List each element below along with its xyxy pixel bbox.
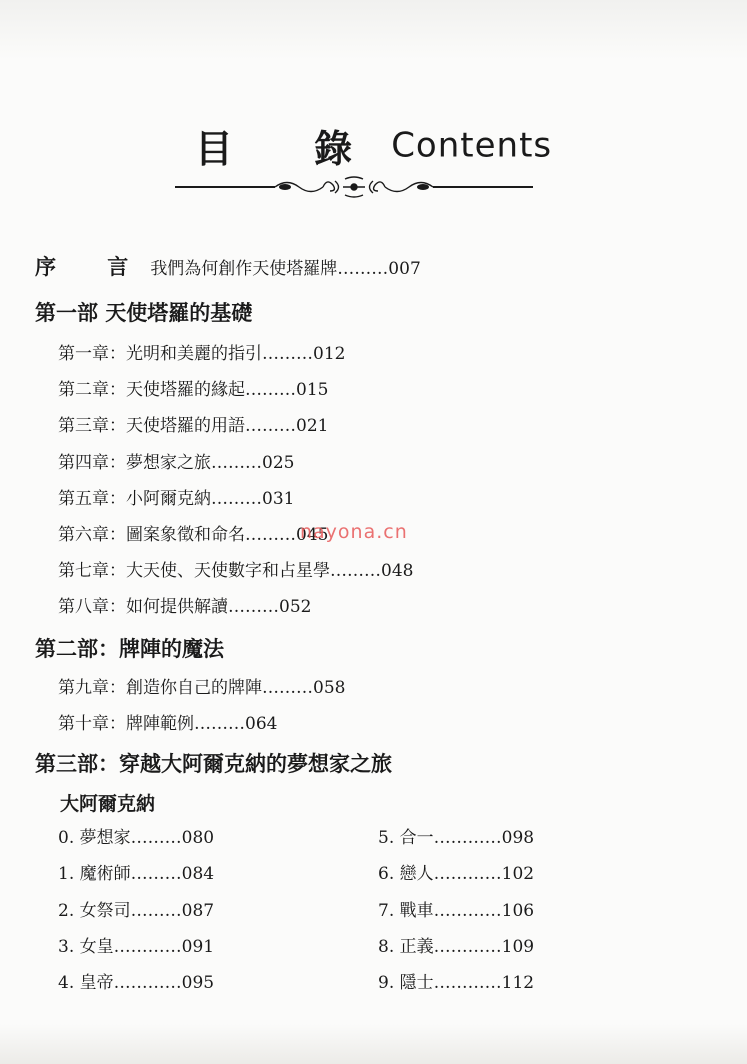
arcana-entry: 3. 女皇…………091: [58, 937, 215, 957]
arcana-entry: 1. 魔術師………084: [58, 864, 215, 884]
chapter-entry: 第九章：創造你自己的牌陣………058: [58, 678, 346, 698]
chapter-entry: 第一章：光明和美麗的指引………012: [58, 344, 346, 364]
part-heading: 第三部：穿越大阿爾克納的夢想家之旅: [35, 751, 392, 776]
watermark: nayona.cn: [300, 521, 408, 543]
chapter-entry: 第八章：如何提供解讀………052: [58, 597, 312, 617]
arcana-entry: 5. 合一…………098: [378, 828, 535, 848]
arcana-entry: 0. 夢想家………080: [58, 828, 215, 848]
chapter-entry: 第二章：天使塔羅的緣起………015: [58, 380, 329, 400]
arcana-entry: 2. 女祭司………087: [58, 901, 215, 921]
preface-entry: [35, 251, 421, 281]
chapter-entry: 第七章：大天使、天使數字和占星學………048: [58, 561, 414, 581]
title-en: Contents: [391, 125, 553, 166]
chapter-entry: 第六章：圖案象徵和命名………045: [58, 525, 329, 545]
arcana-entry: 9. 隱士…………112: [378, 973, 535, 993]
major-arcana-heading: 大阿爾克納: [60, 793, 156, 815]
arcana-entry: 6. 戀人…………102: [378, 864, 535, 884]
chapter-entry: 第三章：天使塔羅的用語………021: [58, 416, 329, 436]
chapter-entry: 第十章：牌陣範例………064: [58, 714, 278, 734]
part-heading: 第二部：牌陣的魔法: [35, 636, 224, 661]
chapter-entry: 第五章：小阿爾克納………031: [58, 489, 295, 509]
ornament-divider-icon: [175, 172, 533, 202]
part-heading: 第一部 天使塔羅的基礎: [35, 300, 253, 325]
preface-text: 我們為何創作天使塔羅牌………007: [150, 259, 421, 279]
arcana-entry: 8. 正義…………109: [378, 937, 535, 957]
page-edge-bottom: [0, 1024, 747, 1064]
page-title: [0, 118, 747, 171]
arcana-entry: 7. 戰車…………106: [378, 901, 535, 921]
title-cjk: 目 錄: [194, 126, 387, 171]
page-edge-top: [0, 0, 747, 60]
arcana-entry: 4. 皇帝…………095: [58, 973, 215, 993]
preface-label: 序 言: [35, 254, 151, 279]
chapter-entry: 第四章：夢想家之旅………025: [58, 453, 295, 473]
